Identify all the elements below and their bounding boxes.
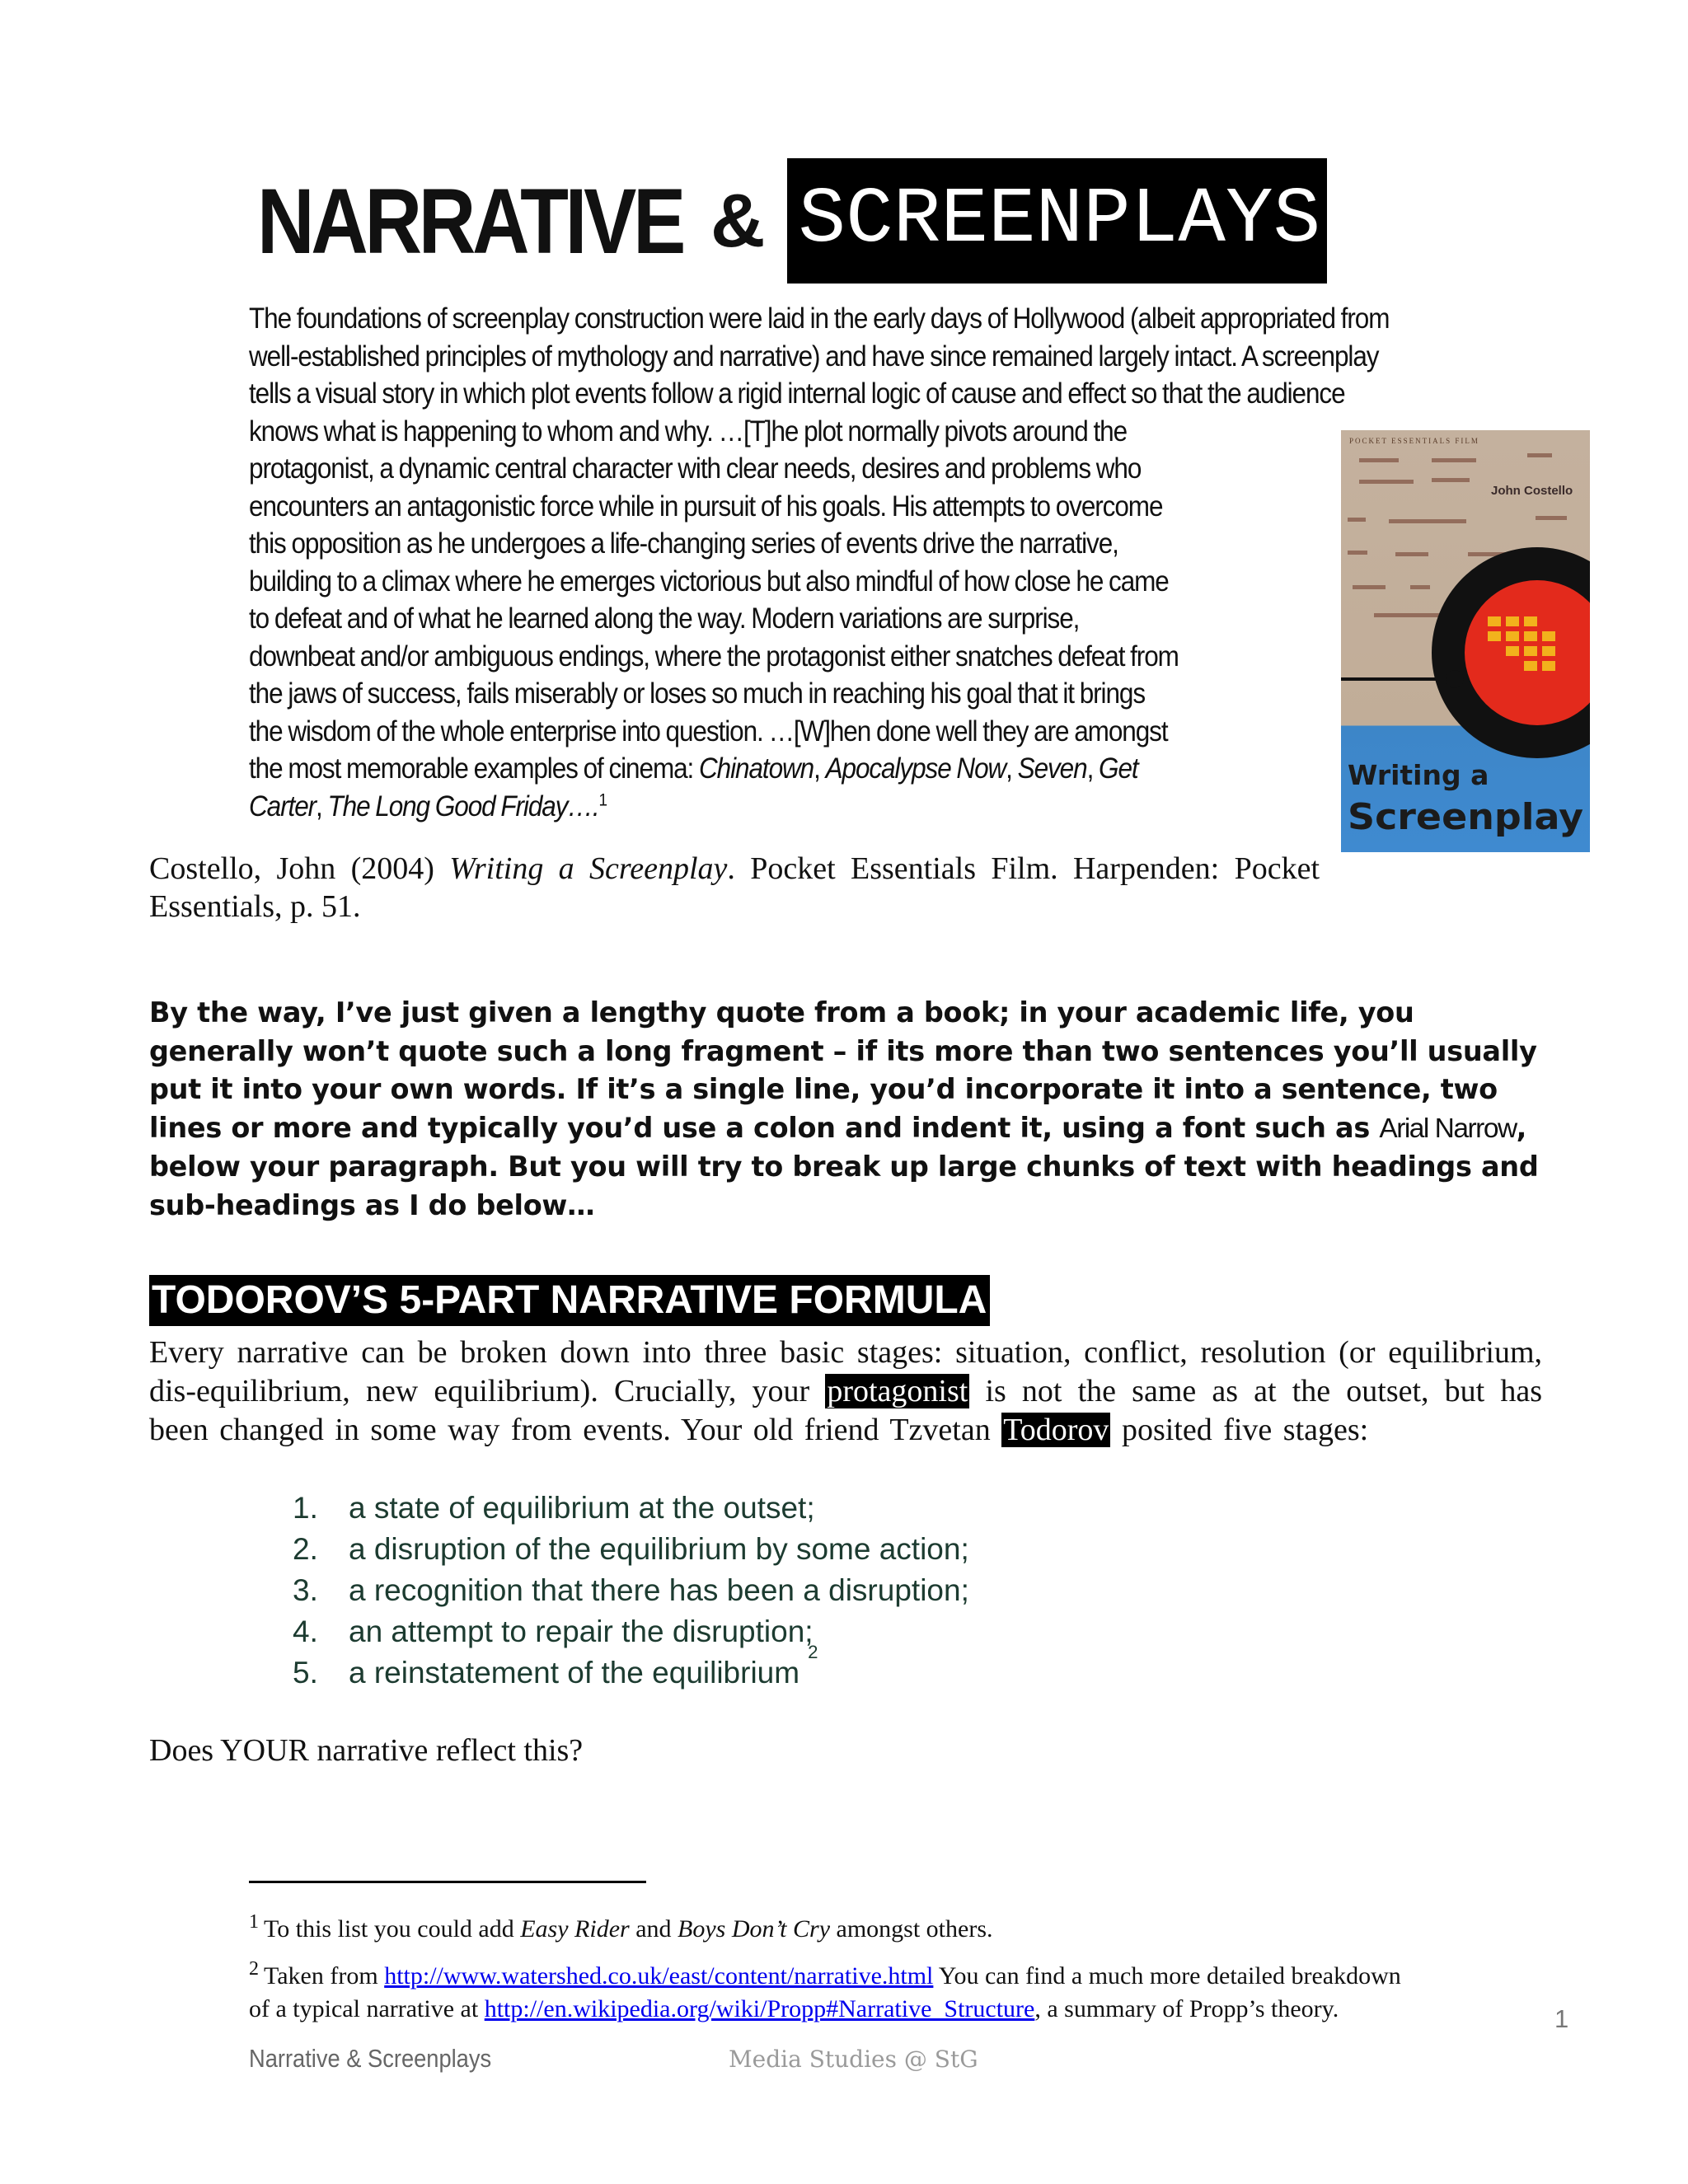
cover-dot [1446,670,1464,688]
list-item [293,1488,969,1529]
book-cover-image [1341,430,1590,852]
body-text: been changed in some way from events. Your old friend Tzvetan [149,1413,1002,1447]
footnote-line [249,1960,1551,1993]
highlight-protagonist: protagonist [827,1374,968,1408]
wikipedia-link[interactable]: http://en.wikipedia.org/wiki/Propp#Narrative_Structure [484,1995,1035,2022]
list-text: a disruption of the equilibrium by some action; [349,1532,969,1566]
quote-line: to defeat and of what he learned along the way. Modern variations are surprise, [249,602,1080,635]
quote-line: encounters an antagonistic force while in pursuit of his goals. His attempts to overcome [249,490,1163,523]
citation [149,850,1320,926]
quote-separator: , [1006,752,1018,785]
footnote-text: You can find a much more detailed breakdown [933,1962,1401,1990]
quote-line: this opposition as he undergoes a life-changing series of events drive the narrative, [249,527,1118,560]
note-font-name: Arial Narrow [1379,1113,1517,1144]
stages-list [293,1488,969,1694]
quote-line: building to a climax where he emerges victorious but also mindful of how close he came [249,565,1169,598]
book-cover-art [1341,430,1590,852]
film-title: Chinatown [698,752,814,785]
note-text: , below your paragraph. But you will try to break up large chunks of text with headings and sub-headings as I do below… [149,1111,1539,1221]
footnote-ref: 1 [598,790,607,809]
quote-line: well-established principles of mythology and narrative) and have since remained largely intact. A screenplay [249,340,1379,373]
footnote-text: To this list you could add [264,1915,521,1943]
list-number: 4. [293,1615,318,1648]
footnote-separator [249,1881,646,1883]
film-title: Easy Rider [520,1915,630,1943]
citation-line: Essentials, p. 51. [149,889,361,924]
footer-center: Media Studies @ StG [729,2046,978,2073]
footnote-text: amongst others. [830,1915,993,1943]
highlight-todorov: Todorov [1003,1413,1109,1447]
list-text: a recognition that there has been a disruption; [349,1573,969,1607]
body-line: Every narrative can be broken down into three basic stages: situation, conflict, resolution (or equilibrium, [149,1335,1542,1370]
watershed-link[interactable]: http://www.watershed.co.uk/east/content/narrative.html [384,1962,934,1990]
footnote-number: 2 [249,1958,259,1980]
footnote-2 [249,1960,1551,2026]
list-text: a reinstatement of the equilibrium [349,1656,800,1690]
footer-title: Narrative & Screenplays [249,2044,492,2073]
citation-book-title: Writing a Screenplay [449,851,728,886]
body-text: dis-equilibrium, new equilibrium). Crucially, your [149,1374,826,1408]
footnote-ref: 2 [808,1642,818,1662]
footnote-text: of a typical narrative at [249,1995,485,2022]
note-paragraph [149,994,1550,1225]
list-item [293,1642,969,1694]
page-title [257,155,1327,287]
quote-line [249,750,1389,788]
cover-title-line1: Writing a [1348,759,1489,791]
citation-publisher: . Pocket Essentials Film. Harpenden: Pocket [727,851,1320,886]
body-line [149,1372,1542,1411]
quote-text: the most memorable examples of cinema: [249,752,699,785]
list-text: a state of equilibrium at the outset; [349,1491,815,1525]
body-text: posited five stages: [1110,1413,1369,1447]
list-number: 1. [293,1491,318,1525]
quote-separator: , [1086,752,1100,785]
list-item [293,1529,969,1570]
list-text: an attempt to repair the disruption; [349,1615,814,1648]
quote-line: the jaws of success, fails miserably or loses so much in reaching his goal that it brings [249,677,1146,710]
quote-line: knows what is happening to whom and why. …[T]he plot normally pivots around the [249,415,1128,448]
cover-title-line2: Screenplay [1348,796,1583,838]
list-number: 2. [293,1532,318,1566]
list-number: 5. [293,1656,318,1690]
body-paragraph [149,1333,1542,1450]
title-ampersand: & [710,178,766,263]
quote-line: the wisdom of the whole enterprise into question. …[W]hen done well they are amongst [249,715,1168,748]
cover-series: POCKET ESSENTIALS FILM [1349,437,1479,445]
title-narrative: NARRATIVE [257,169,683,273]
film-title: Seven [1017,752,1087,785]
citation-author: Costello, John (2004) [149,851,450,886]
quote-ellipsis: …. [567,790,599,823]
question-text: Does YOUR narrative reflect this? [149,1733,584,1768]
quote-line: protagonist, a dynamic central character with clear needs, desires and problems who [249,452,1142,485]
quote-line [249,788,1389,826]
list-item [293,1570,969,1611]
note-text: By the way, I’ve just given a lengthy quote from a book; in your academic life, you generally won’t quote such a long fragment – if its more than two sentences you’ll usually put it into your own words. If it’s a single line, you’d incorporate it into a sentence, two lines or more and typically you’d use a colon and indent it, using a font such as [149,996,1537,1144]
quote-line: The foundations of screenplay construction were laid in the early days of Hollywood (albeit appropriated from [249,302,1390,335]
body-line [149,1411,1542,1450]
quote-line: downbeat and/or ambiguous endings, where the protagonist either snatches defeat from [249,640,1179,673]
cover-author: John Costello [1491,484,1573,498]
list-number: 3. [293,1573,318,1607]
film-title: The Long Good Friday [327,790,568,823]
list-item [293,1611,969,1652]
film-title: Carter [249,790,316,823]
title-screenplays: SCREENPLAYS [787,158,1328,284]
quote-line: tells a visual story in which plot events follow a rigid internal logic of cause and effect so that the audience [249,377,1345,410]
citation-line [149,850,1320,888]
footnote-number: 1 [249,1911,259,1933]
quote-block [249,300,1389,825]
body-text: is not the same as at the outset, but has [969,1374,1543,1408]
section-heading: TODOROV’S 5-PART NARRATIVE FORMULA [149,1275,990,1326]
footnote-text: , a summary of Propp’s theory. [1034,1995,1339,2022]
film-title: Get [1099,752,1138,785]
footnote-1 [249,1913,993,1946]
quote-separator: , [814,752,826,785]
film-title: Boys Don’t Cry [678,1915,831,1943]
quote-separator: , [316,790,328,823]
footnote-text: Taken from [264,1962,385,1990]
film-title: Apocalypse Now [825,752,1006,785]
footnote-text: and [629,1915,678,1943]
footnote-line [249,1993,1551,2026]
page-number: 1 [1554,2004,1569,2033]
